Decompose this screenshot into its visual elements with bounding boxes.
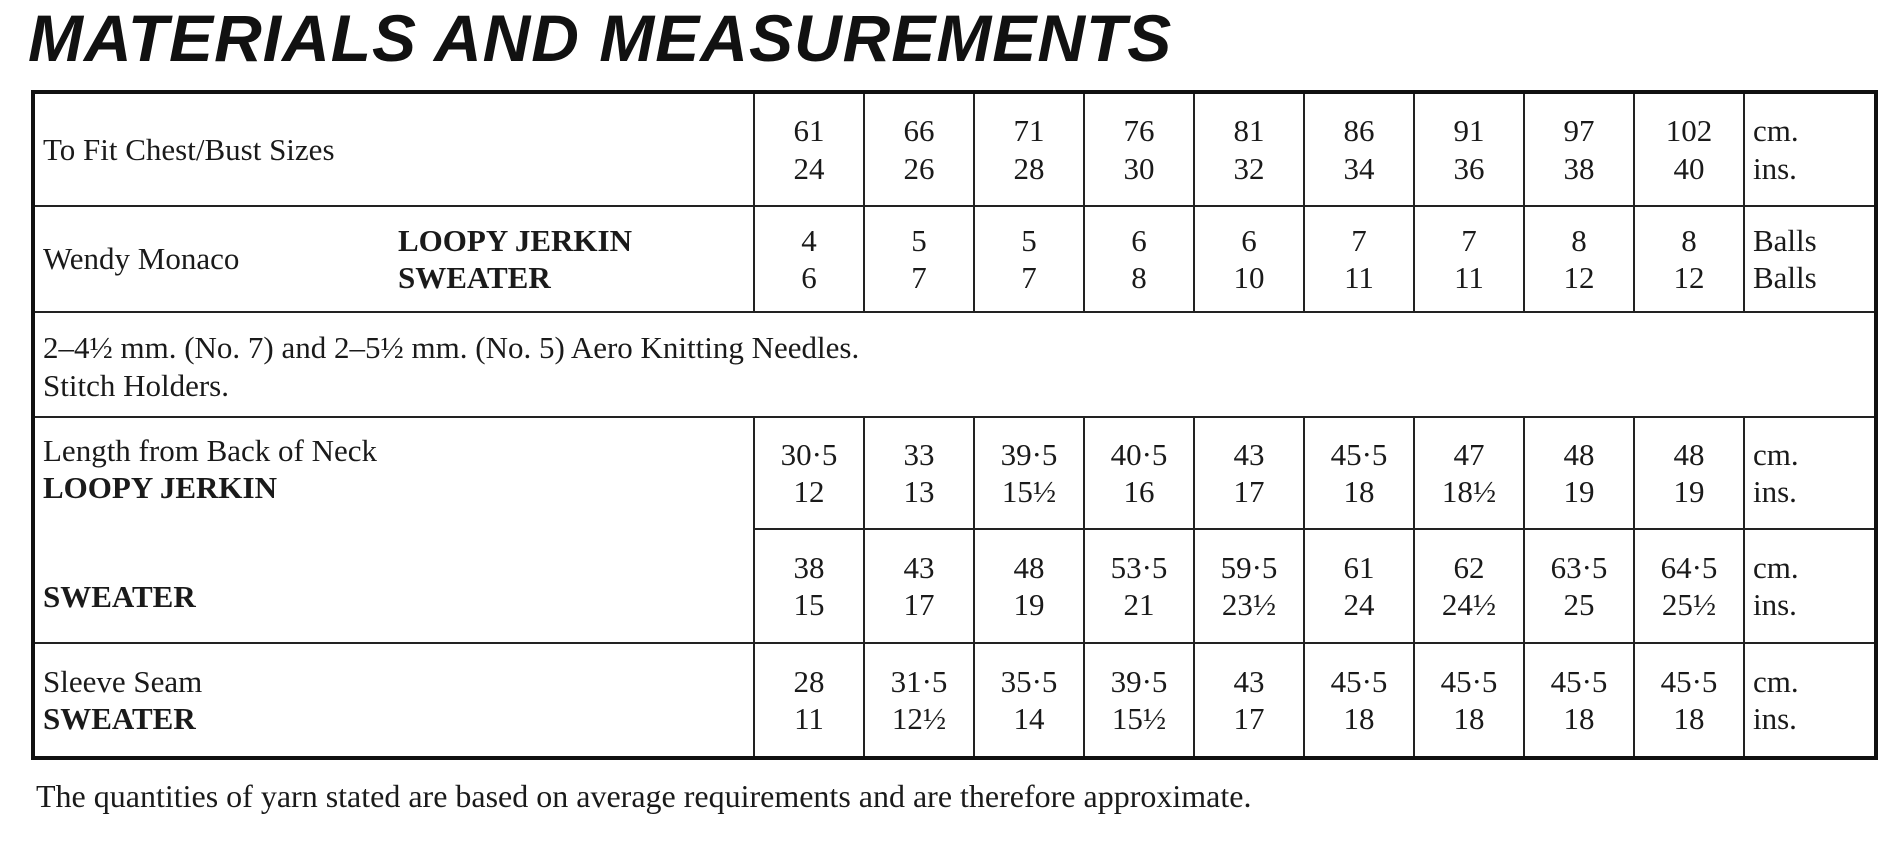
length-label-cell <box>33 417 754 643</box>
length-ins: 23½ <box>1221 587 1277 622</box>
length-cm: 43 <box>903 549 935 585</box>
length-cm: 61 <box>1343 549 1375 585</box>
yarn-cell <box>1194 206 1304 312</box>
sweater-balls: 12 <box>1673 260 1705 295</box>
sleeve-label: Sleeve Seam <box>43 663 203 699</box>
unit-cm: cm. <box>1753 113 1799 149</box>
sleeve-ins: 12½ <box>891 701 947 736</box>
unit-cm: cm. <box>1753 436 1799 472</box>
sweater-balls: 12 <box>1563 260 1595 295</box>
sweater-balls: 8 <box>1131 260 1147 295</box>
unit-ins: ins. <box>1753 150 1797 186</box>
sizes-unit-cell <box>1744 92 1876 206</box>
length-cell <box>864 529 974 643</box>
length-cell <box>1304 417 1414 529</box>
size-ins: 38 <box>1563 150 1595 186</box>
size-cm: 61 <box>793 113 825 149</box>
length-cm: 33 <box>903 436 935 472</box>
yarn-cell <box>1524 206 1634 312</box>
sleeve-unit-cell <box>1744 643 1876 758</box>
length-cm: 64·5 <box>1660 549 1718 585</box>
unit-cm: cm. <box>1753 663 1799 699</box>
yarn-item-jerkin: LOOPY JERKIN <box>398 222 632 258</box>
length-ins: 21 <box>1123 587 1155 622</box>
sleeve-cm: 43 <box>1233 663 1265 699</box>
sleeve-ins: 15½ <box>1111 701 1167 736</box>
size-ins: 28 <box>1013 150 1045 186</box>
sleeve-cm: 45·5 <box>1440 663 1498 699</box>
length-ins: 15½ <box>1001 474 1057 509</box>
length-jerkin-label: LOOPY JERKIN <box>43 470 277 506</box>
length-label: Length from Back of Neck <box>43 433 377 468</box>
sizes-label: To Fit Chest/Bust Sizes <box>43 131 335 167</box>
yarn-cell <box>974 206 1084 312</box>
length-ins: 17 <box>903 587 935 622</box>
sleeve-cell <box>754 643 864 758</box>
size-cm: 81 <box>1233 113 1265 149</box>
sleeve-cell <box>1524 643 1634 758</box>
sizes-label-cell <box>33 92 754 206</box>
unit-balls: Balls <box>1753 260 1817 295</box>
unit-ins: ins. <box>1753 474 1797 509</box>
size-cell <box>1084 92 1194 206</box>
yarn-cell <box>1084 206 1194 312</box>
length-cell <box>974 529 1084 643</box>
size-cm: 71 <box>1013 113 1045 149</box>
sweater-balls: 11 <box>1344 260 1374 295</box>
size-cell <box>864 92 974 206</box>
sleeve-cell <box>1634 643 1744 758</box>
jerkin-balls: 8 <box>1571 222 1587 258</box>
footnote: The quantities of yarn stated are based on average requirements and are therefore approximate. <box>36 778 1252 814</box>
length-cm: 48 <box>1013 549 1045 585</box>
size-cell <box>1524 92 1634 206</box>
sleeve-ins: 18 <box>1343 701 1375 736</box>
sleeve-row <box>33 643 1876 758</box>
size-cm: 97 <box>1563 113 1595 149</box>
yarn-cell <box>754 206 864 312</box>
sleeve-cell <box>1084 643 1194 758</box>
length-ins: 25½ <box>1661 587 1717 622</box>
length-cm: 48 <box>1673 436 1705 472</box>
sleeve-sweater-label: SWEATER <box>43 701 196 736</box>
sizes-row <box>33 92 1876 206</box>
yarn-item-sweater: SWEATER <box>398 260 551 295</box>
yarn-unit-cell <box>1744 206 1876 312</box>
yarn-label-cell <box>33 206 754 312</box>
length-cm: 38 <box>793 549 825 585</box>
length-cm: 40·5 <box>1110 436 1168 472</box>
jerkin-balls: 6 <box>1131 222 1147 258</box>
jerkin-balls: 7 <box>1461 222 1477 258</box>
sleeve-cm: 39·5 <box>1110 663 1168 699</box>
length-cell <box>1414 417 1524 529</box>
yarn-cell <box>864 206 974 312</box>
length-ins: 17 <box>1233 474 1265 509</box>
size-ins: 34 <box>1343 150 1375 186</box>
length-unit-cell <box>1744 417 1876 529</box>
jerkin-balls: 8 <box>1681 222 1697 258</box>
sleeve-label-cell <box>33 643 754 758</box>
sweater-balls: 11 <box>1454 260 1484 295</box>
sleeve-cm: 45·5 <box>1550 663 1608 699</box>
needles-row <box>33 312 1876 417</box>
sleeve-ins: 17 <box>1233 701 1265 736</box>
unit-cm: cm. <box>1753 549 1799 585</box>
size-ins: 36 <box>1453 150 1485 186</box>
size-ins: 30 <box>1123 150 1155 186</box>
size-cm: 102 <box>1665 113 1713 149</box>
size-cm: 86 <box>1343 113 1375 149</box>
jerkin-balls: 5 <box>1021 222 1037 258</box>
sleeve-ins: 14 <box>1013 701 1045 736</box>
size-ins: 24 <box>793 150 825 186</box>
yarn-row <box>33 206 1876 312</box>
length-cell <box>1304 529 1414 643</box>
size-cm: 91 <box>1453 113 1485 149</box>
length-ins: 24 <box>1343 587 1375 622</box>
size-cell <box>1634 92 1744 206</box>
sweater-balls: 7 <box>1021 260 1037 295</box>
length-cell <box>864 417 974 529</box>
measurements-table <box>31 90 1878 760</box>
sleeve-cell <box>1414 643 1524 758</box>
length-cm: 45·5 <box>1330 436 1388 472</box>
size-cm: 66 <box>903 113 935 149</box>
yarn-cell <box>1304 206 1414 312</box>
length-cm: 43 <box>1233 436 1265 472</box>
length-cell <box>974 417 1084 529</box>
length-ins: 15 <box>793 587 825 622</box>
length-cell <box>1634 529 1744 643</box>
length-cell <box>1634 417 1744 529</box>
length-unit-cell <box>1744 529 1876 643</box>
size-cell <box>1414 92 1524 206</box>
sleeve-cm: 31·5 <box>890 663 948 699</box>
sleeve-cm: 28 <box>793 663 825 699</box>
length-cell <box>1194 417 1304 529</box>
sleeve-cm: 45·5 <box>1660 663 1718 699</box>
sleeve-cm: 35·5 <box>1000 663 1058 699</box>
length-cell <box>1524 417 1634 529</box>
stitch-holders-text: Stitch Holders. <box>43 367 229 403</box>
length-cell <box>1524 529 1634 643</box>
length-cm: 62 <box>1453 549 1485 585</box>
length-cell <box>1084 529 1194 643</box>
length-cell <box>754 529 864 643</box>
size-cell <box>1304 92 1414 206</box>
length-ins: 19 <box>1013 587 1045 622</box>
sleeve-ins: 11 <box>794 701 824 736</box>
jerkin-balls: 7 <box>1351 222 1367 258</box>
sleeve-ins: 18 <box>1673 701 1705 736</box>
length-cm: 59·5 <box>1220 549 1278 585</box>
size-ins: 40 <box>1673 150 1705 186</box>
length-ins: 25 <box>1563 587 1595 622</box>
yarn-brand: Wendy Monaco <box>43 241 240 277</box>
sleeve-cell <box>1194 643 1304 758</box>
length-ins: 24½ <box>1441 587 1497 622</box>
size-cm: 76 <box>1123 113 1155 149</box>
size-cell <box>754 92 864 206</box>
length-cell <box>754 417 864 529</box>
length-ins: 16 <box>1123 474 1155 509</box>
jerkin-balls: 6 <box>1241 222 1257 258</box>
unit-balls: Balls <box>1753 222 1817 258</box>
length-sweater-label: SWEATER <box>43 579 196 615</box>
yarn-cell <box>1634 206 1744 312</box>
size-ins: 26 <box>903 150 935 186</box>
length-cm: 30·5 <box>780 436 838 472</box>
sleeve-ins: 18 <box>1453 701 1485 736</box>
length-cm: 48 <box>1563 436 1595 472</box>
sleeve-cell <box>974 643 1084 758</box>
size-ins: 32 <box>1233 150 1265 186</box>
length-cell <box>1414 529 1524 643</box>
sweater-balls: 10 <box>1233 260 1265 295</box>
sweater-balls: 6 <box>801 260 817 295</box>
length-cm: 63·5 <box>1550 549 1608 585</box>
sweater-balls: 7 <box>911 260 927 295</box>
length-ins: 13 <box>903 474 935 509</box>
page-title: MATERIALS AND MEASUREMENTS <box>28 1 1173 75</box>
sleeve-ins: 18 <box>1563 701 1595 736</box>
jerkin-balls: 4 <box>801 222 817 258</box>
sleeve-cm: 45·5 <box>1330 663 1388 699</box>
sleeve-cell <box>864 643 974 758</box>
jerkin-balls: 5 <box>911 222 927 258</box>
sleeve-cell <box>1304 643 1414 758</box>
needles-cell <box>33 312 1876 417</box>
length-ins: 18 <box>1343 474 1375 509</box>
needles-text: 2–4½ mm. (No. 7) and 2–5½ mm. (No. 5) Aero Knitting Needles. <box>43 330 860 366</box>
size-cell <box>1194 92 1304 206</box>
length-ins: 18½ <box>1441 474 1497 509</box>
length-cm: 47 <box>1453 436 1485 472</box>
length-ins: 19 <box>1563 474 1595 509</box>
length-jerkin-row <box>33 417 1876 529</box>
length-cm: 53·5 <box>1110 549 1168 585</box>
length-cm: 39·5 <box>1000 436 1058 472</box>
yarn-cell <box>1414 206 1524 312</box>
unit-ins: ins. <box>1753 587 1797 622</box>
length-cell <box>1084 417 1194 529</box>
unit-ins: ins. <box>1753 701 1797 736</box>
length-cell <box>1194 529 1304 643</box>
length-ins: 19 <box>1673 474 1705 509</box>
length-ins: 12 <box>793 474 825 509</box>
size-cell <box>974 92 1084 206</box>
